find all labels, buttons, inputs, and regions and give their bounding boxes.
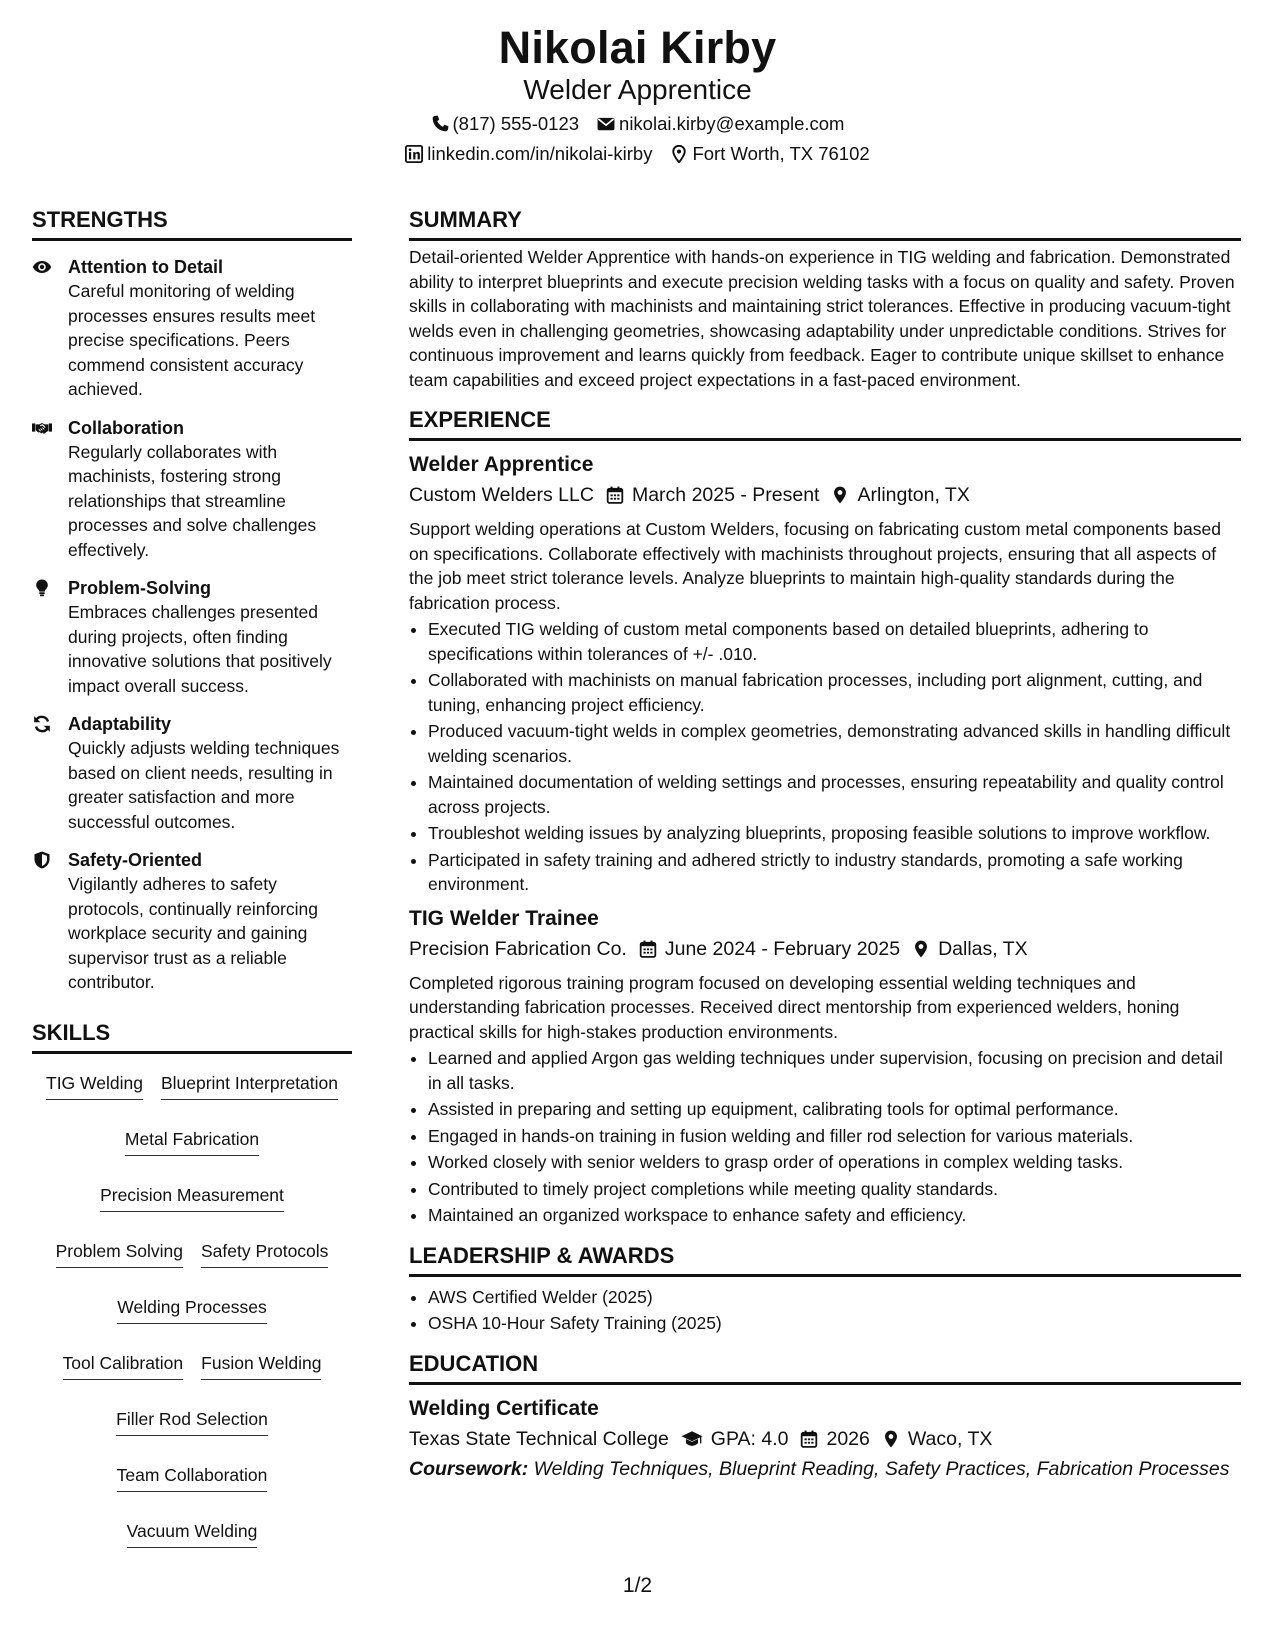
skill-tag: Precision Measurement (100, 1184, 284, 1212)
experience-title: EXPERIENCE (409, 406, 1241, 441)
coursework-label: Coursework: (409, 1457, 529, 1480)
contact-linkedin[interactable] (405, 142, 652, 166)
strength-item (32, 712, 352, 834)
school-name: Texas State Technical College (409, 1427, 669, 1450)
skill-tag: Welding Processes (117, 1296, 266, 1324)
list-item: • Contributed to timely project completions while meeting quality standards. (428, 1177, 1241, 1202)
contact-email[interactable] (597, 112, 844, 136)
job-bullets (409, 1046, 1241, 1228)
left-column (32, 206, 352, 1548)
map-pin-icon (831, 486, 849, 504)
awards-list (409, 1285, 1241, 1336)
skill-tag: Team Collaboration (117, 1464, 268, 1492)
job-location: Dallas, TX (938, 937, 1028, 960)
strength-item (32, 576, 352, 698)
summary-text: Detail-oriented Welder Apprentice with hands-on experience in TIG welding and fabrication. Demonstrated ability to interpret blueprints and execute precision welding tasks with a focus on quality and safety. Proven skills in collaborating with machinists and maintaining strict tolerances. Effective in producing vacuum-tight welds even in challenging geometries, showcasing adaptability under unpredictable conditions. Strives for continuous improvement and learns quickly from feedback. Eager to contribute unique skillset to enhance team capabilities and exceed project expectations in a fast-paced environment. (409, 247, 1235, 390)
map-pin-icon (670, 145, 688, 163)
skills-list (32, 1072, 352, 1548)
candidate-role: Welder Apprentice (523, 74, 752, 105)
coursework (409, 1457, 1241, 1481)
handshake-icon (32, 419, 52, 437)
education-meta (409, 1425, 1241, 1453)
job-dates: June 2024 - February 2025 (664, 937, 901, 960)
list-item: • AWS Certified Welder (2025) (428, 1285, 1241, 1310)
strength-title: Adaptability (68, 714, 172, 734)
strength-title: Attention to Detail (68, 257, 223, 277)
calendar-icon (639, 940, 657, 958)
list-item: • Troubleshot welding issues by analyzing blueprints, proposing feasible solutions to improve workflow. (428, 821, 1241, 846)
shield-icon (32, 851, 52, 869)
strength-title: Problem-Solving (68, 578, 212, 598)
degree-title: Welding Certificate (409, 1396, 599, 1420)
skill-tag: Metal Fabrication (125, 1128, 259, 1156)
list-item: • Produced vacuum-tight welds in complex geometries, demonstrating advanced skills in handling difficult welding scenarios. (428, 719, 1241, 768)
job-entry (409, 451, 1241, 897)
email-text[interactable]: nikolai.kirby@example.com (619, 113, 845, 134)
eye-icon (32, 258, 52, 276)
list-item: • Learned and applied Argon gas welding techniques under supervision, focusing on precision and detail in all tasks. (428, 1046, 1241, 1095)
job-dates: March 2025 - Present (631, 484, 820, 506)
calendar-icon (800, 1430, 818, 1448)
job-location: Arlington, TX (857, 484, 970, 506)
list-item: • Collaborated with machinists on manual fabrication processes, including port alignment, cutting, and tuning, enhancing project efficiency. (428, 668, 1241, 717)
job-company: Custom Welders LLC (409, 484, 594, 506)
strength-item (32, 848, 352, 995)
phone-icon (431, 115, 449, 133)
skill-tag: Fusion Welding (201, 1352, 321, 1380)
calendar-icon (606, 486, 624, 504)
page-number: 1/2 (622, 1574, 653, 1597)
gpa-text: GPA: 4.0 (710, 1427, 789, 1450)
strengths-title: STRENGTHS (32, 206, 352, 241)
strength-desc: Vigilantly adheres to safety protocols, continually reinforcing workplace security and gaining supervisor trust as a reliable contributor. (68, 874, 318, 992)
job-bullets (409, 617, 1241, 897)
skills-title: SKILLS (32, 1019, 352, 1054)
education-title: EDUCATION (409, 1350, 1241, 1385)
skill-tag: TIG Welding (46, 1072, 143, 1100)
skill-tag: Filler Rod Selection (116, 1408, 268, 1436)
list-item: • Worked closely with senior welders to grasp order of operations in complex welding tasks. (428, 1150, 1241, 1175)
envelope-icon (597, 115, 615, 133)
contact-row-1 (0, 112, 1275, 136)
list-item: • Maintained documentation of welding settings and processes, ensuring repeatability and quality control across projects. (428, 770, 1241, 819)
job-meta (409, 481, 1241, 509)
list-item: • Engaged in hands-on training in fusion welding and filler rod selection for various materials. (428, 1124, 1241, 1149)
job-entry (409, 905, 1241, 1228)
job-title: Welder Apprentice (409, 453, 594, 476)
education-entry (409, 1395, 1241, 1481)
job-description: Support welding operations at Custom Welders, focusing on fabricating custom metal components based on specifications. Collaborate effectively with machinists throughout projects, ensuring that all aspects of the job meet strict tolerance levels. Analyze blueprints to maintain high-quality standards during the fabrication process. (409, 519, 1221, 613)
linkedin-text[interactable]: linkedin.com/in/nikolai-kirby (427, 143, 653, 164)
skill-tag: Vacuum Welding (127, 1520, 258, 1548)
skill-tag: Safety Protocols (201, 1240, 328, 1268)
education-location: Waco, TX (907, 1427, 993, 1450)
phone-text: (817) 555-0123 (452, 113, 580, 134)
list-item: • Participated in safety training and adhered strictly to industry standards, promoting a safe working environment. (428, 848, 1241, 897)
sync-icon (32, 715, 52, 733)
linkedin-icon (405, 145, 423, 163)
lightbulb-icon (32, 579, 52, 597)
education-year: 2026 (826, 1427, 870, 1450)
job-title: TIG Welder Trainee (409, 906, 599, 930)
contact-phone (431, 112, 580, 136)
strength-desc: Quickly adjusts welding techniques based on client needs, resulting in greater satisfaction and more successful outcomes. (68, 738, 340, 832)
strength-item (32, 255, 352, 402)
job-company: Precision Fabrication Co. (409, 937, 627, 960)
list-item: • Maintained an organized workspace to enhance safety and efficiency. (428, 1203, 1241, 1228)
list-item: • OSHA 10-Hour Safety Training (2025) (428, 1311, 1241, 1336)
strength-desc: Careful monitoring of welding processes ensures results meet precise specifications. Peers commend consistent accuracy achieved. (68, 281, 316, 399)
candidate-name: Nikolai Kirby (498, 22, 777, 73)
strength-title: Safety-Oriented (68, 850, 203, 870)
awards-title: LEADERSHIP & AWARDS (409, 1242, 1241, 1277)
skill-tag: Problem Solving (56, 1240, 183, 1268)
contact-row-2 (0, 142, 1275, 166)
skill-tag: Blueprint Interpretation (161, 1072, 338, 1100)
strength-desc: Regularly collaborates with machinists, fostering strong relationships that streamline processes and solve challenges effectively. (68, 441, 317, 560)
map-pin-icon (912, 940, 930, 958)
location-text: Fort Worth, TX 76102 (692, 143, 870, 164)
coursework-list: Welding Techniques, Blueprint Reading, Safety Practices, Fabrication Processes (528, 1457, 1230, 1480)
contact-location (670, 142, 869, 166)
list-item: • Assisted in preparing and setting up equipment, calibrating tools for optimal performance. (428, 1097, 1241, 1122)
summary-title: SUMMARY (409, 206, 1241, 241)
map-pin-icon (882, 1430, 900, 1448)
resume-header (0, 22, 1275, 166)
strength-title: Collaboration (68, 417, 184, 438)
strength-item (32, 416, 352, 563)
job-meta (409, 935, 1241, 963)
list-item: • Executed TIG welding of custom metal components based on detailed blueprints, adhering to specifications within tolerances of +/- .010. (428, 617, 1241, 666)
right-column (409, 206, 1241, 1481)
strength-desc: Embraces challenges presented during projects, often finding innovative solutions that positively impact overall success. (68, 602, 332, 696)
graduation-cap-icon (681, 1430, 703, 1448)
job-description: Completed rigorous training program focused on developing essential welding techniques and understanding fabrication processes. Received direct mentorship from experienced welders, honing practical skills for high-stakes production environments. (409, 972, 1180, 1042)
skill-tag: Tool Calibration (63, 1352, 184, 1380)
